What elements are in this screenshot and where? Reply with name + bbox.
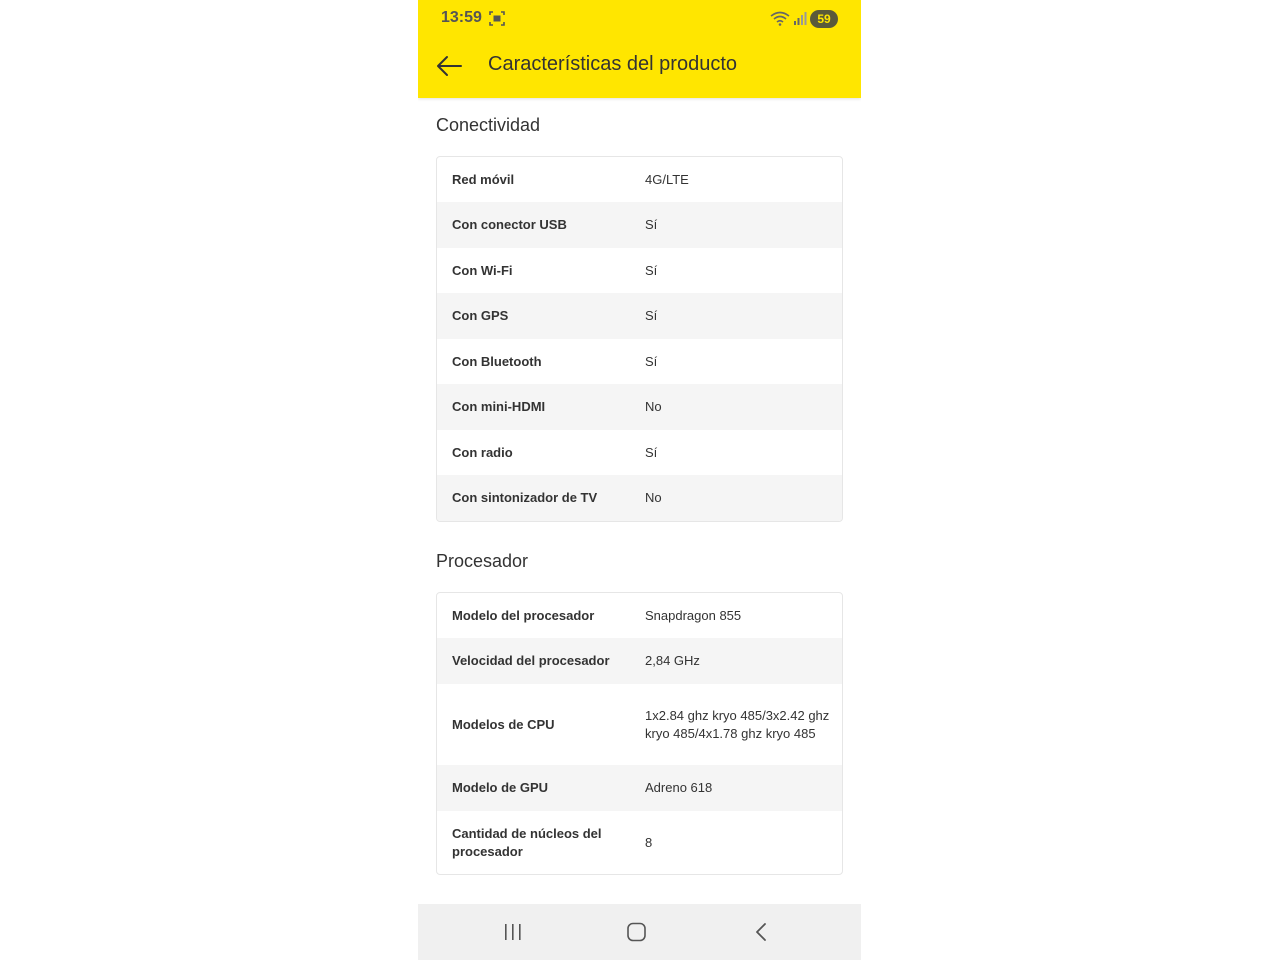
back-button[interactable] (434, 51, 464, 81)
spec-value: Adreno 618 (645, 780, 713, 795)
spec-value: Snapdragon 855 (645, 607, 742, 623)
back-arrow-icon (434, 51, 464, 81)
spec-value: No (645, 490, 662, 505)
spec-label: Cantidad de núcleos del procesador (452, 825, 602, 859)
spec-label: Con mini-HDMI (452, 399, 546, 414)
spec-value: No (645, 399, 662, 414)
spec-label: Red móvil (452, 171, 515, 187)
spec-value: Sí (645, 217, 658, 232)
system-nav-bar (418, 904, 861, 960)
spec-label: Con GPS (452, 308, 509, 323)
spec-value: Sí (645, 308, 658, 323)
spec-value: Sí (645, 444, 658, 460)
spec-table-conectividad (436, 156, 843, 522)
spec-row (437, 593, 842, 638)
home-button[interactable] (625, 921, 649, 943)
signal-icon (793, 12, 807, 25)
screen-record-icon (488, 10, 506, 27)
home-icon (625, 921, 649, 943)
spec-label: Velocidad del procesador (452, 653, 610, 668)
app-header (418, 0, 861, 98)
spec-row (437, 684, 842, 765)
spec-label: Con Wi-Fi (452, 262, 513, 278)
nav-back-button[interactable] (750, 921, 774, 943)
spec-value: Sí (645, 262, 658, 278)
wifi-icon (770, 11, 790, 26)
spec-row (437, 202, 842, 248)
spec-row (437, 293, 842, 339)
spec-value: 1x2.84 ghz kryo 485/3x2.42 ghz kryo 485/4x1.78 ghz kryo 485 (645, 707, 830, 741)
spec-row (437, 157, 842, 202)
spec-row (437, 339, 842, 384)
status-icons (770, 9, 838, 28)
spec-table-procesador (436, 592, 843, 875)
spec-row (437, 475, 842, 521)
status-bar (418, 0, 861, 37)
spec-row (437, 765, 842, 811)
spec-label: Modelo de GPU (452, 780, 549, 795)
spec-value: Sí (645, 353, 658, 369)
spec-row (437, 638, 842, 684)
spec-label: Modelos de CPU (452, 716, 555, 732)
spec-row (437, 811, 842, 874)
battery-indicator: 59 (810, 10, 838, 28)
spec-value: 8 (645, 834, 653, 850)
spec-label: Modelo del procesador (452, 607, 595, 623)
content-area[interactable] (418, 98, 861, 904)
page-title: Características del producto (488, 53, 738, 75)
spec-label: Con Bluetooth (452, 353, 542, 369)
recent-apps-button[interactable] (501, 921, 525, 943)
phone-screen (418, 0, 861, 960)
status-time: 13:59 (441, 9, 482, 26)
spec-value: 4G/LTE (645, 171, 689, 187)
spec-row (437, 384, 842, 430)
section-title-conectividad: Conectividad (436, 115, 541, 135)
spec-label: Con conector USB (452, 217, 567, 232)
spec-row (437, 430, 842, 475)
spec-label: Con sintonizador de TV (452, 490, 598, 505)
nav-back-icon (750, 921, 774, 943)
spec-label: Con radio (452, 444, 513, 460)
spec-value: 2,84 GHz (645, 653, 700, 668)
section-title-procesador: Procesador (436, 551, 529, 571)
recent-apps-icon (501, 921, 525, 943)
spec-row (437, 248, 842, 293)
